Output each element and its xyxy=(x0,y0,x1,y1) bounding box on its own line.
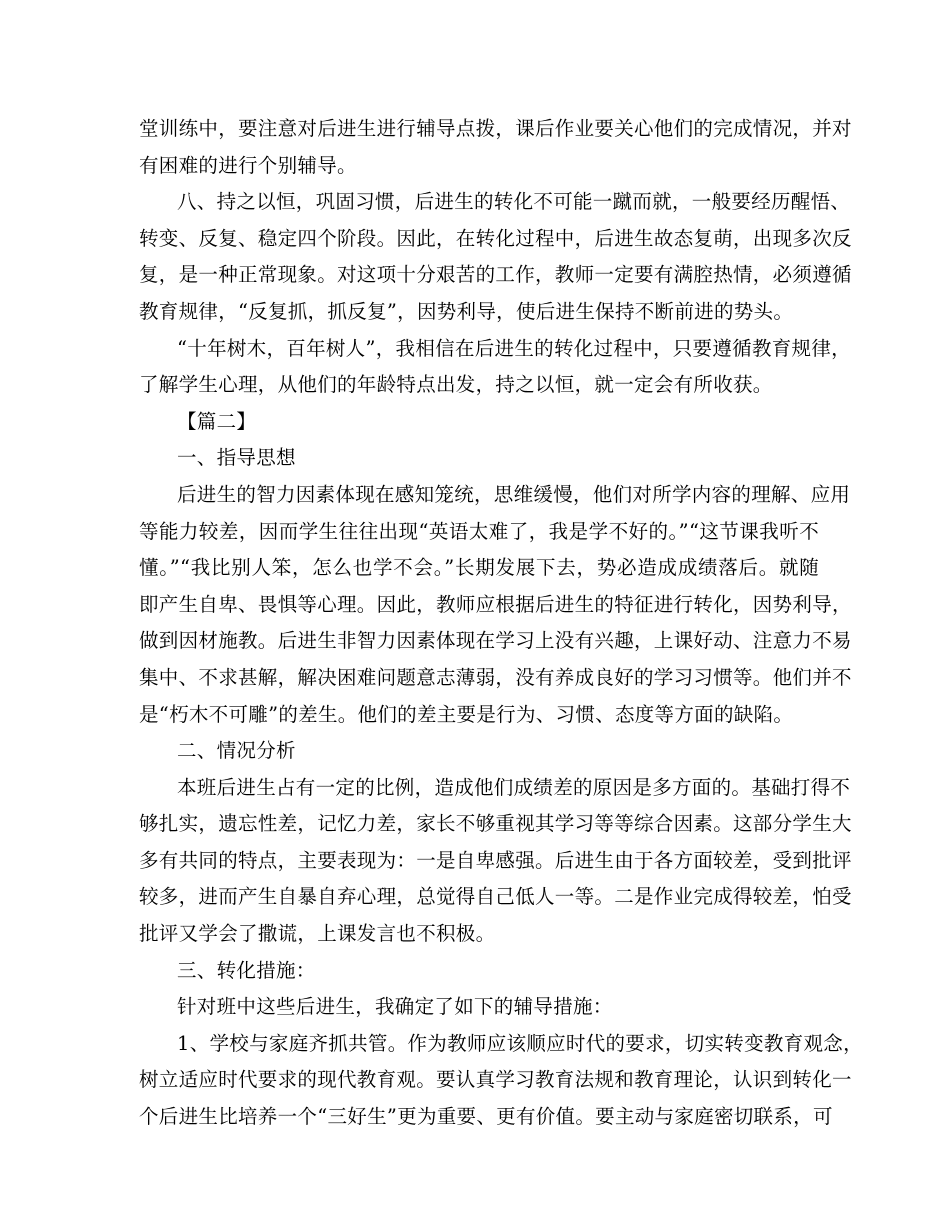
text-line: 即产生自卑、畏惧等心理。因此，教师应根据后进生的特征进行转化，因势利导， xyxy=(139,592,852,616)
text-line: 教育规律，“反复抓，抓反复”，因势利导，使后进生保持不断前进的势头。 xyxy=(139,299,794,323)
text-line: 三、转化措施： xyxy=(177,958,316,982)
text-line: 懂。”“我比别人笨，怎么也学不会。”长期发展下去，势必造成成绩落后。就随 xyxy=(139,556,819,580)
text-line: 树立适应时代要求的现代教育观。要认真学习教育法规和教育理论，认识到转化一 xyxy=(139,1068,852,1092)
text-line: 批评又学会了撒谎，上课发言也不积极。 xyxy=(139,922,496,946)
text-line: 八、持之以恒，巩固习惯，后进生的转化不可能一蹴而就，一般要经历醒悟、 xyxy=(177,190,851,214)
text-line: 了解学生心理，从他们的年龄特点出发，持之以恒，就一定会有所收获。 xyxy=(139,373,773,397)
text-line: 等能力较差，因而学生往往出现“英语太难了，我是学不好的。”“这节课我听不 xyxy=(139,519,819,543)
text-line: 转变、反复、稳定四个阶段。因此，在转化过程中，后进生故态复萌，出现多次反 xyxy=(139,226,852,250)
text-line: 复，是一种正常现象。对这项十分艰苦的工作，教师一定要有满腔热情，必须遵循 xyxy=(139,263,852,287)
text-line: 集中、不求甚解，解决困难问题意志薄弱，没有养成良好的学习习惯等。他们并不 xyxy=(139,665,852,689)
text-line: 是“朽木不可雕”的差生。他们的差主要是行为、习惯、态度等方面的缺陷。 xyxy=(139,702,794,726)
text-line: 有困难的进行个别辅导。 xyxy=(139,153,357,177)
text-line: 个后进生比培养一个“三好生”更为重要、更有价值。要主动与家庭密切联系，可 xyxy=(139,1105,833,1129)
text-line: 本班后进生占有一定的比例，造成他们成绩差的原因是多方面的。基础打得不 xyxy=(177,775,851,799)
text-line: 多有共同的特点，主要表现为：一是自卑感强。后进生由于各方面较差，受到批评 xyxy=(139,848,852,872)
text-line: 做到因材施教。后进生非智力因素体现在学习上没有兴趣，上课好动、注意力不易 xyxy=(139,629,852,653)
text-line: 堂训练中，要注意对后进生进行辅导点拨，课后作业要关心他们的完成情况，并对 xyxy=(139,117,852,140)
text-line: 后进生的智力因素体现在感知笼统，思维缓慢，他们对所学内容的理解、应用 xyxy=(177,482,851,506)
text-line: 够扎实，遗忘性差，记忆力差，家长不够重视其学习等等综合因素。这部分学生大 xyxy=(139,812,852,836)
document-body xyxy=(139,111,863,1136)
text-line: 1、学校与家庭齐抓共管。作为教师应该顺应时代的要求，切实转变教育观念， xyxy=(177,1031,863,1055)
text-line: 一、指导思想 xyxy=(177,446,296,470)
text-line: 【篇二】 xyxy=(177,409,257,433)
text-line: 针对班中这些后进生，我确定了如下的辅导措施： xyxy=(177,995,613,1019)
text-line: “十年树木，百年树人”，我相信在后进生的转化过程中，只要遵循教育规律， xyxy=(177,336,851,360)
text-line: 较多，进而产生自暴自弃心理，总觉得自己低人一等。二是作业完成得较差，怕受 xyxy=(139,885,852,909)
text-line: 二、情况分析 xyxy=(177,739,296,763)
